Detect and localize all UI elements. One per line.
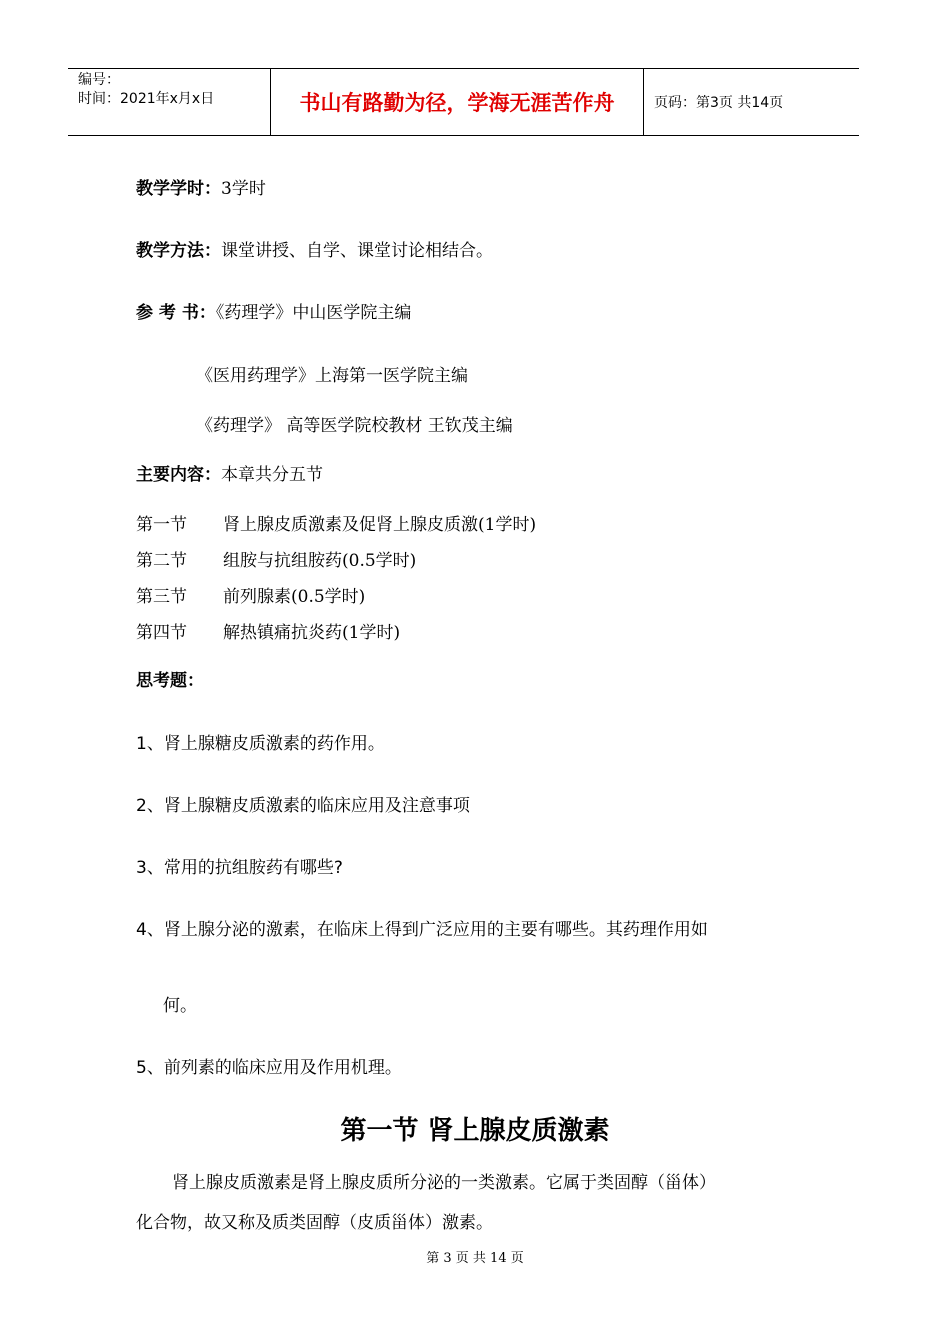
question-item-continuation: 何。 bbox=[163, 996, 197, 1016]
section-list-item bbox=[136, 546, 416, 571]
header-page-label: 页码：第3页 共14页 bbox=[654, 95, 784, 111]
header-motto: 书山有路勤为径，学海无涯苦作舟 bbox=[270, 69, 644, 135]
reference-label: 参 考 书： bbox=[136, 303, 216, 323]
main-content bbox=[136, 460, 323, 485]
question-item: 3、常用的抗组胺药有哪些? bbox=[136, 858, 343, 878]
main-content-label: 主要内容： bbox=[136, 465, 221, 485]
reference-item: 《药理学》中山医学院主编 bbox=[215, 303, 412, 323]
question-item: 1、肾上腺糖皮质激素的药作用。 bbox=[136, 734, 385, 754]
paragraph-line: 肾上腺皮质激素是肾上腺皮质所分泌的一类激素。它属于类固醇（甾体） bbox=[172, 1173, 716, 1193]
teaching-method bbox=[136, 236, 493, 261]
section-text: 肾上腺皮质激素及促肾上腺皮质激(1学时) bbox=[223, 515, 537, 535]
reference-item: 《药理学》 高等医学院校教材 王钦茂主编 bbox=[196, 416, 513, 436]
main-content-value: 本章共分五节 bbox=[221, 465, 323, 485]
paragraph-line: 化合物，故又称及质类固醇（皮质甾体）激素。 bbox=[136, 1213, 493, 1233]
section-number: 第三节 bbox=[136, 587, 187, 607]
number-label: 编号： bbox=[78, 72, 120, 88]
time-label: 时间：2021年x月x日 bbox=[78, 91, 215, 107]
teaching-hours bbox=[136, 174, 266, 199]
section-number: 第二节 bbox=[136, 551, 187, 571]
section-text: 前列腺素(0.5学时) bbox=[223, 587, 366, 607]
reference-books bbox=[136, 298, 411, 323]
section-text: 解热镇痛抗炎药(1学时) bbox=[223, 623, 401, 643]
teaching-method-value: 课堂讲授、自学、课堂讨论相结合。 bbox=[221, 241, 493, 261]
question-item: 2、肾上腺糖皮质激素的临床应用及注意事项 bbox=[136, 796, 470, 816]
question-item: 5、前列素的临床应用及作用机理。 bbox=[136, 1058, 402, 1078]
teaching-method-label: 教学方法： bbox=[136, 241, 221, 261]
teaching-hours-value: 3学时 bbox=[221, 179, 266, 199]
document-header bbox=[68, 68, 859, 136]
page-footer: 第 3 页 共 14 页 bbox=[426, 1251, 524, 1266]
questions-label: 思考题： bbox=[136, 671, 204, 691]
section-list-item bbox=[136, 618, 400, 643]
section-list-item bbox=[136, 582, 365, 607]
reference-item: 《医用药理学》上海第一医学院主编 bbox=[196, 366, 468, 386]
section-title: 第一节 肾上腺皮质激素 bbox=[340, 1116, 610, 1146]
header-meta bbox=[68, 69, 270, 135]
teaching-hours-label: 教学学时： bbox=[136, 179, 221, 199]
section-number: 第四节 bbox=[136, 623, 187, 643]
section-text: 组胺与抗组胺药(0.5学时) bbox=[223, 551, 417, 571]
section-list-item bbox=[136, 510, 536, 535]
section-number: 第一节 bbox=[136, 515, 187, 535]
question-item: 4、肾上腺分泌的激素，在临床上得到广泛应用的主要有哪些。其药理作用如 bbox=[136, 920, 708, 940]
